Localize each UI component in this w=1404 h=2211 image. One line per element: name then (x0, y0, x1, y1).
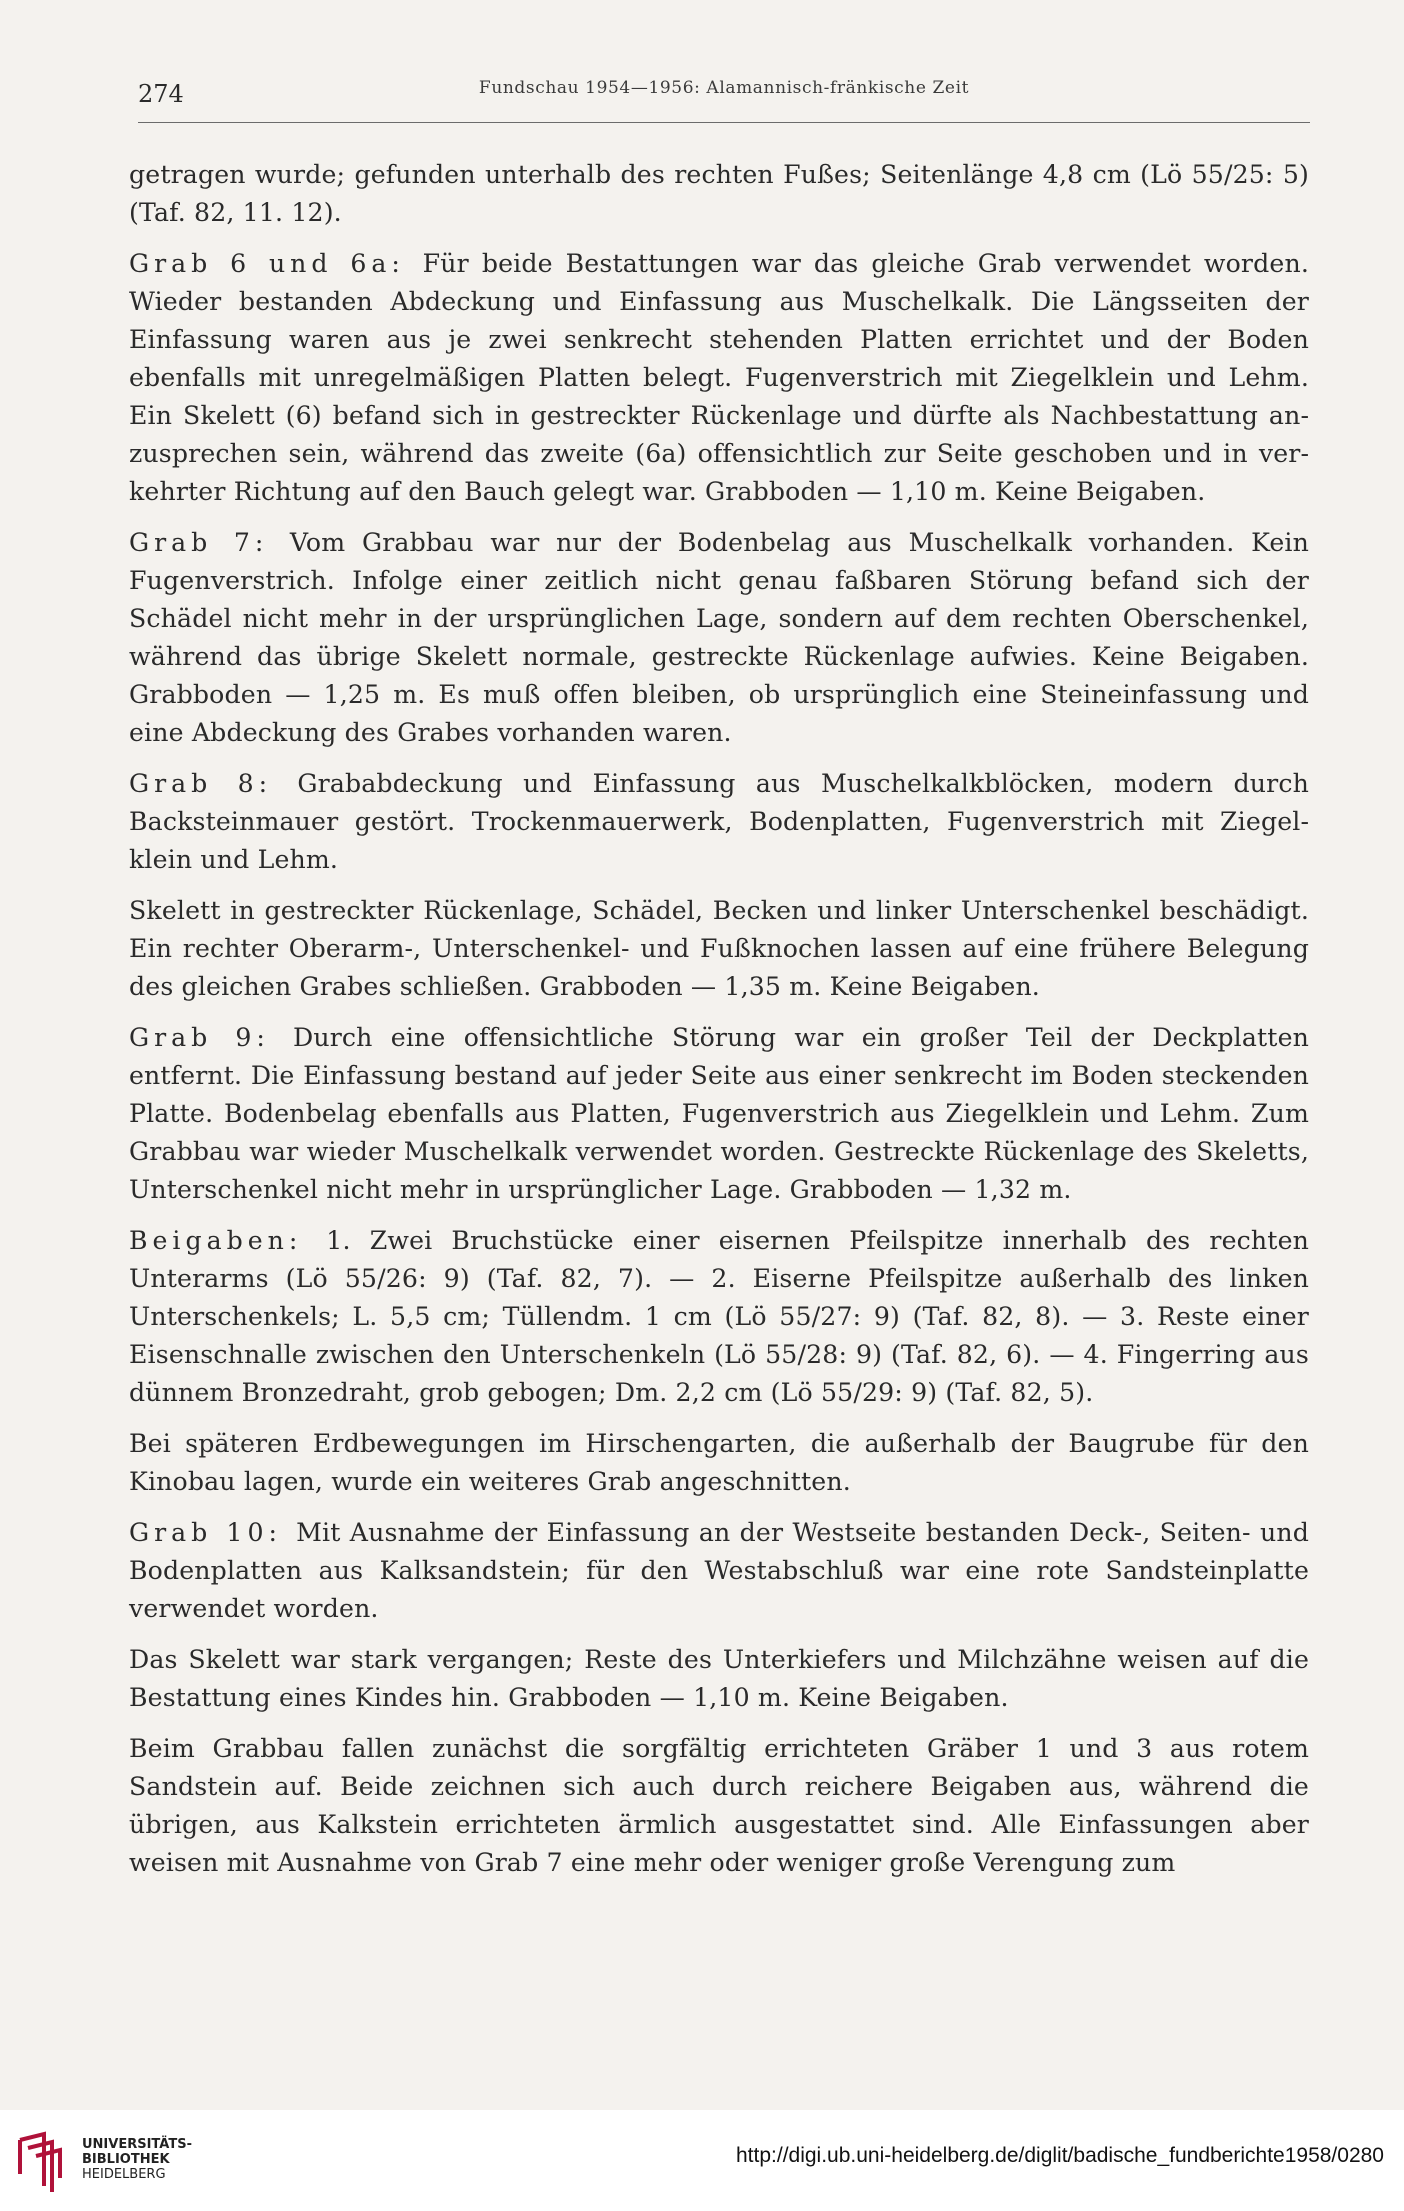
page-number: 274 (138, 80, 184, 108)
permalink-url[interactable]: http://digi.ub.uni-heidelberg.de/diglit/badische_fundberichte1958/0280 (736, 2144, 1384, 2167)
page-body (129, 156, 1309, 1895)
paragraph-text: Mit Ausnahme der Einfassung an der Westseite bestanden Deck-, Seiten- und Bodenplatten aus Kalksandstein; für den Westabschluß war eine rote Sandsteinplatte verwendet worden. (129, 1518, 1309, 1623)
paragraph-text: Grababdeckung und Einfassung aus Muschelkalkblöcken, modern durch Backsteinmauer gestört. Trockenmauerwerk, Bodenplatten, Fugenverstrich mit Ziegelklein und Lehm. (129, 769, 1310, 874)
paragraph (129, 892, 1309, 1006)
library-name-line: HEIDELBERG (82, 2167, 166, 2182)
paragraph-beigaben (129, 1222, 1309, 1412)
paragraph-grab-7 (129, 524, 1309, 752)
paragraph-text: Vom Grabbau war nur der Bodenbelag aus Muschelkalk vorhanden. Kein Fugenverstrich. Infolge einer zeitlich nicht genau faßbaren Störung befand sich der Schädel nicht mehr in der ursprünglichen Lage, sondern auf dem rechten Oberschenkel, während das übrige Skelett normale, gestreckte Rückenlage aufwies. Keine Beigaben. Grabboden — 1,25 m. Es muß offen bleiben, ob ursprünglich eine Steineinfassung und eine Abdeckung des Grabes vorhanden waren. (129, 528, 1309, 747)
paragraph (129, 156, 1309, 232)
library-name-line: UNIVERSITÄTS- (82, 2137, 192, 2152)
library-name (82, 2137, 192, 2182)
paragraph-grab-10 (129, 1514, 1309, 1628)
university-library-logo-icon (14, 2128, 72, 2194)
paragraph (129, 1425, 1309, 1501)
paragraph-text: Beim Grabbau fallen zunächst die sorgfältig errichteten Gräber 1 und 3 aus rotem Sandstein auf. Beide zeichnen sich auch durch reichere Beigaben aus, während die übrigen, aus Kalkstein errichteten ärmlich ausgestattet sind. Alle Einfassungen aber weisen mit Ausnahme von Grab 7 eine mehr oder weniger große Verengung zum (129, 1734, 1309, 1877)
paragraph-lead: Grab 7: (129, 528, 290, 557)
paragraph-text: Das Skelett war stark vergangen; Reste des Unterkiefers und Milchzähne weisen auf die Bestattung eines Kindes hin. Grabboden — 1,10 m. Keine Beigaben. (129, 1645, 1309, 1712)
paragraph-grab-8 (129, 765, 1309, 879)
paragraph-lead: Beigaben: (129, 1226, 327, 1255)
paragraph-lead: Grab 8: (129, 769, 298, 798)
page-header (138, 72, 1310, 123)
footer-bar (0, 2110, 1404, 2211)
paragraph-text: 1. Zwei Bruchstücke einer eisernen Pfeilspitze innerhalb des rechten Unterarms (Lö 55/26: 9) (Taf. 82, 7). — 2. Eiserne Pfeilspitze außerhalb des linken Unterschenkels; L. 5,5 cm; Tüllendm. 1 cm (Lö 55/27: 9) (Taf. 82, 8). — 3. Reste einer Eisenschnalle zwischen den Unterschenkeln (Lö 55/28: 9) (Taf. 82, 6). — 4. Fingerring aus dünnem Bronzedraht, grob gebogen; Dm. 2,2 cm (Lö 55/29: 9) (Taf. 82, 5). (129, 1226, 1310, 1407)
paragraph (129, 1730, 1309, 1882)
paragraph-grab-9 (129, 1019, 1309, 1209)
paragraph-text: Für beide Bestattungen war das gleiche Grab verwendet worden. Wieder bestanden Abdeckung und Einfassung aus Muschelkalk. Die Längsseiten der Einfassung waren aus je zwei senkrecht stehenden Platten errichtet und der Boden ebenfalls mit unregelmäßigen Platten belegt. Fugenverstrich mit Ziegelklein und Lehm. Ein Skelett (6) befand sich in gestreckter Rückenlage und dürfte als Nachbestattung anzusprechen sein, während das zweite (6a) offensichtlich zur Seite geschoben und in verkehrter Richtung auf den Bauch gelegt war. Grabboden — 1,10 m. Keine Beigaben. (129, 249, 1309, 506)
paragraph-grab-6 (129, 245, 1309, 511)
paragraph-text: Durch eine offensichtliche Störung war ein großer Teil der Deckplatten entfernt. Die Einfassung bestand auf jeder Seite aus einer senkrecht im Boden steckenden Platte. Bodenbelag ebenfalls aus Platten, Fugenverstrich aus Ziegelklein und Lehm. Zum Grabbau war wieder Muschelkalk verwendet worden. Gestreckte Rückenlage des Skeletts, Unterschenkel nicht mehr in ursprünglicher Lage. Grabboden — 1,32 m. (129, 1023, 1309, 1204)
paragraph (129, 1641, 1309, 1717)
running-head: Fundschau 1954—1956: Alamannisch-fränkische Zeit (478, 78, 970, 98)
paragraph-text: getragen wurde; gefunden unterhalb des rechten Fußes; Seitenlänge 4,8 cm (Lö 55/25: 5) (Taf. 82, 11. 12). (129, 160, 1309, 227)
paragraph-text: Skelett in gestreckter Rückenlage, Schädel, Becken und linker Unterschenkel beschädigt. Ein rechter Oberarm-, Unterschenkel- und Fußknochen lassen auf eine frühere Belegung des gleichen Grabes schließen. Grabboden — 1,35 m. Keine Beigaben. (129, 896, 1309, 1001)
paragraph-lead: Grab 6 und 6a: (129, 249, 423, 278)
paragraph-lead: Grab 10: (129, 1518, 297, 1547)
paragraph-lead: Grab 9: (129, 1023, 294, 1052)
library-name-line: BIBLIOTHEK (82, 2152, 170, 2167)
paragraph-text: Bei späteren Erdbewegungen im Hirschengarten, die außerhalb der Baugrube für den Kinobau lagen, wurde ein weiteres Grab angeschnitten. (129, 1429, 1309, 1496)
